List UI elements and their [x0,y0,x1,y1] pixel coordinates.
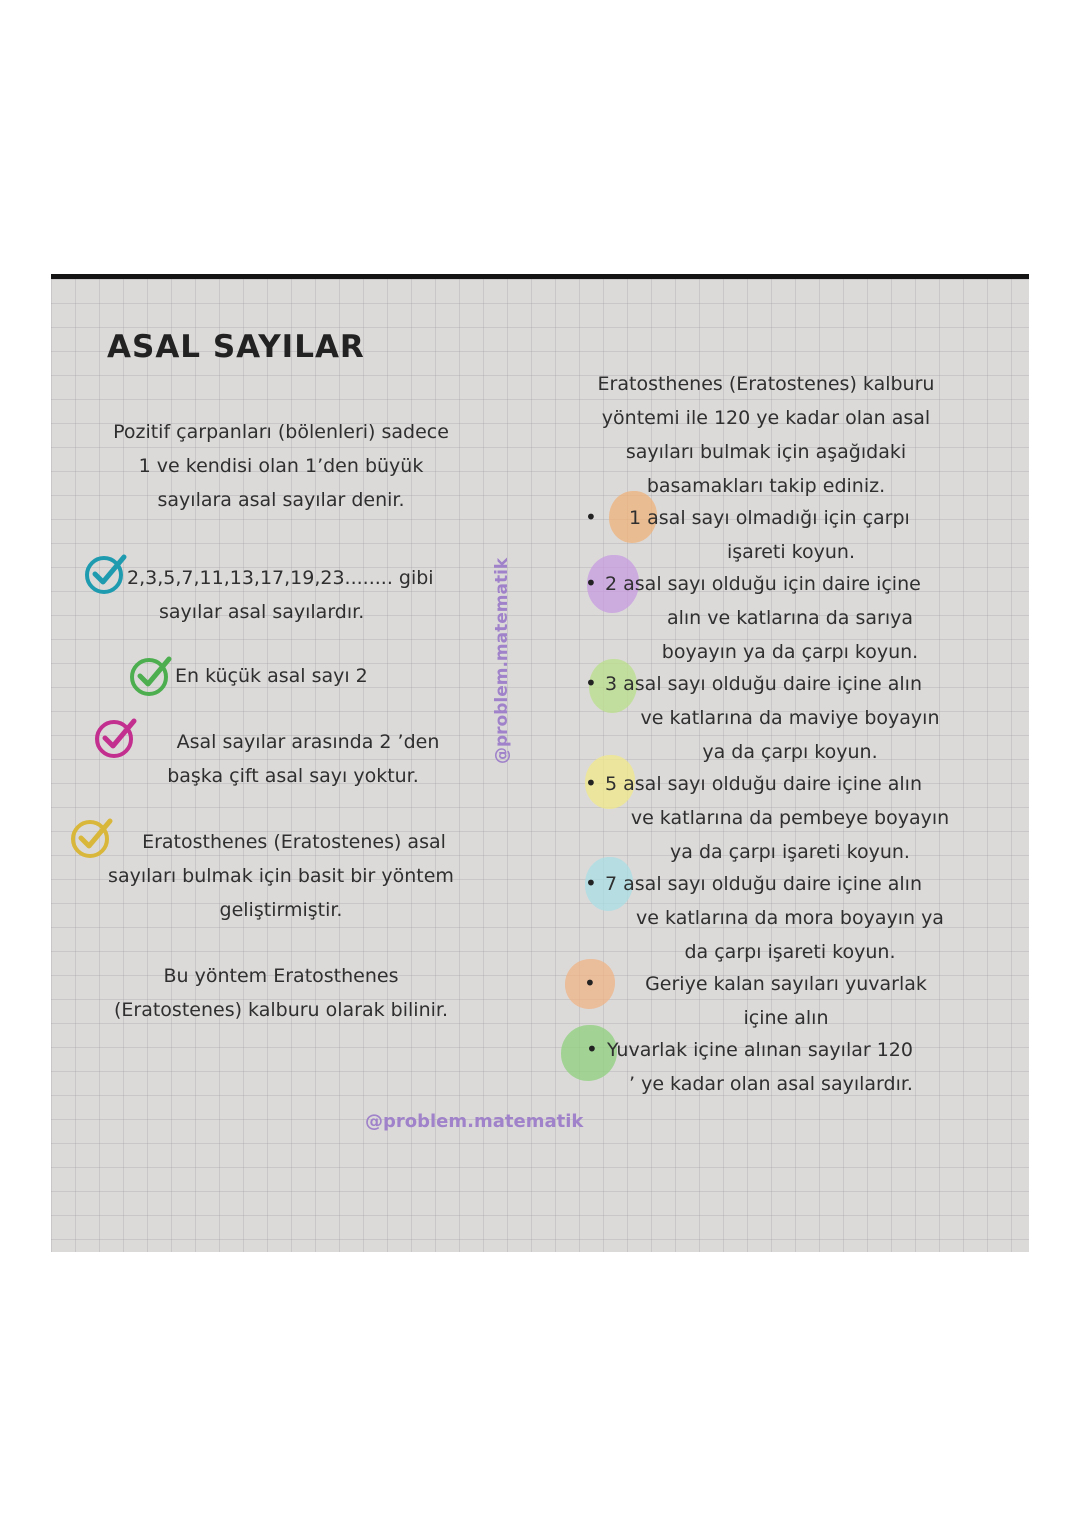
note-card [51,274,1029,1252]
step-2: 2 asal sayı olduğu için daire içine alın ve katlarına da sarıya boyayın ya da çarpı koyun. [605,573,921,663]
step-3: 3 asal sayı olduğu daire içine alın ve katlarına da maviye boyayın ya da çarpı koyun. [605,673,940,763]
step-5: 7 asal sayı olduğu daire içine alın ve katlarına da mora boyayın ya da çarpı işareti koyun. [605,873,944,963]
bullet: • [585,871,597,895]
list-item-smallest-prime: En küçük asal sayı 2 [175,665,368,687]
sieve-intro: Eratosthenes (Eratostenes) kalburu yöntemi ile 120 ye kadar olan asal sayıları bulmak için aşağıdaki basamakları takip ediniz. [597,373,935,497]
bullet: • [585,571,597,595]
bullet: • [586,1037,598,1061]
page-title: ASAL SAYILAR [107,329,365,365]
check-circle-icon [129,653,173,697]
step-1: 1 asal sayı olmadığı için çarpı işareti koyun. [629,507,910,563]
step-6: Geriye kalan sayıları yuvarlak içine alın [645,973,927,1029]
bullet: • [585,671,597,695]
list-item-prime-examples: 2,3,5,7,11,13,17,19,23........ gibi sayılar asal sayılardır. [127,567,434,623]
step-4: 5 asal sayı olduğu daire içine alın ve katlarına da pembeye boyayın ya da çarpı işareti koyun. [605,773,950,863]
closing-text: Bu yöntem Eratosthenes (Eratostenes) kalburu olarak bilinir. [113,965,449,1021]
check-circle-icon [84,551,128,595]
bullet: • [585,505,597,529]
list-item-eratosthenes: Eratosthenes (Eratostenes) asal sayıları bulmak için basit bir yöntem geliştirmiştir. [108,831,454,921]
bullet: • [584,971,596,995]
watermark-vertical: @problem.matematik [492,557,512,764]
list-item-even-prime: Asal sayılar arasında 2 ’den başka çift asal sayı yoktur. [167,731,440,787]
definition-text: Pozitif çarpanları (bölenleri) sadece 1 ve kendisi olan 1’den büyük sayılara asal sayılar denir. [113,421,449,511]
watermark-bottom: @problem.matematik [365,1111,584,1132]
bullet: • [585,771,597,795]
step-7: Yuvarlak içine alınan sayılar 120 ’ ye kadar olan asal sayılardır. [607,1039,913,1095]
